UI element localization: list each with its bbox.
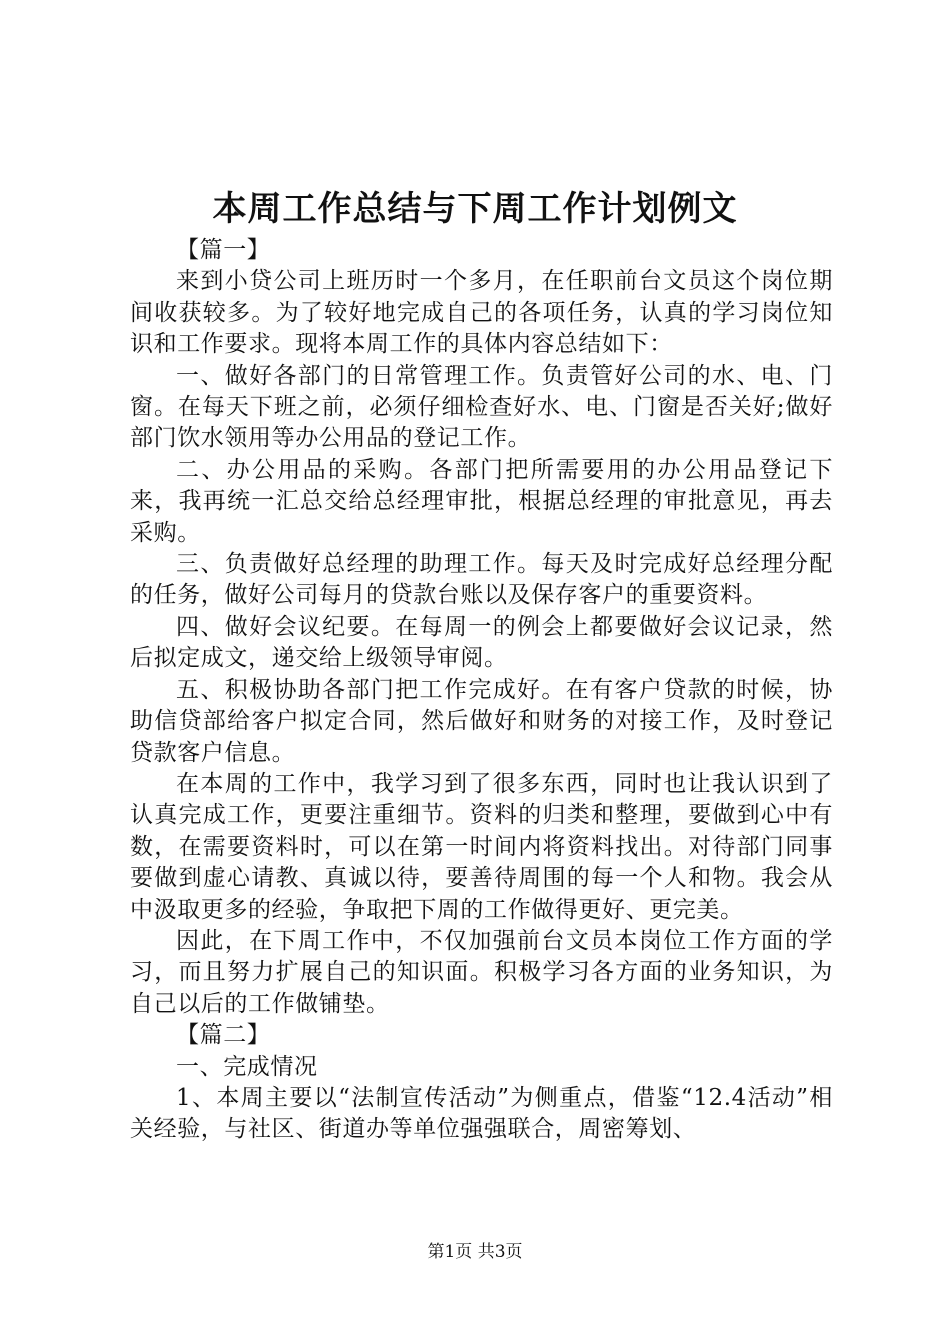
paragraph: 来到小贷公司上班历时一个多月，在任职前台文员这个岗位期间收获较多。为了较好地完成自己的各项任务，认真的学习岗位知识和工作要求。现将本周工作的具体内容总结如下： [130,268,833,358]
paragraph: 二、办公用品的采购。各部门把所需要用的办公用品登记下来，我再统一汇总交给总经理审批，根据总经理的审批意见，再去采购。 [130,456,833,546]
subheading: 一、完成情况 [176,1053,318,1080]
paragraph: 三、负责做好总经理的助理工作。每天及时完成好总经理分配的任务，做好公司每月的贷款台账以及保存客户的重要资料。 [130,551,833,609]
section-heading: 【篇一】 [176,237,271,263]
document-body [130,235,833,1146]
paragraph: 一、做好各部门的日常管理工作。负责管好公司的水、电、门窗。在每天下班之前，必须仔细检查好水、电、门窗是否关好;做好部门饮水领用等办公用品的登记工作。 [130,362,833,452]
paragraph: 四、做好会议纪要。在每周一的例会上都要做好会议记录，然后拟定成文，递交给上级领导审阅。 [130,613,833,672]
paragraph: 因此，在下周工作中，不仅加强前台文员本岗位工作方面的学习，而且努力扩展自己的知识面。积极学习各方面的业务知识，为自己以后的工作做铺垫。 [130,927,833,1017]
paragraph: 1、本周主要以“法制宣传活动”为侧重点，借鉴“12.4活动”相关经验，与社区、街道办等单位强强联合，周密筹划、 [130,1084,833,1143]
section-heading: 【篇二】 [176,1022,271,1049]
document-title: 本周工作总结与下周工作计划例文 [212,189,738,229]
paragraph: 在本周的工作中，我学习到了很多东西，同时也让我认识到了认真完成工作，更要注重细节。资料的归类和整理，要做到心中有数，在需要资料时，可以在第一时间内将资料找出。对待部门同事要做到虚心请教、真诚以待，要善待周围的每一个人和物。我会从中汲取更多的经验，争取把下周的工作做得更好、更完美。 [130,770,833,923]
page-footer: 第1页 共3页 [427,1242,523,1262]
paragraph: 五、积极协助各部门把工作完成好。在有客户贷款的时候，协助信贷部给客户拟定合同，然后做好和财务的对接工作，及时登记贷款客户信息。 [130,676,833,766]
